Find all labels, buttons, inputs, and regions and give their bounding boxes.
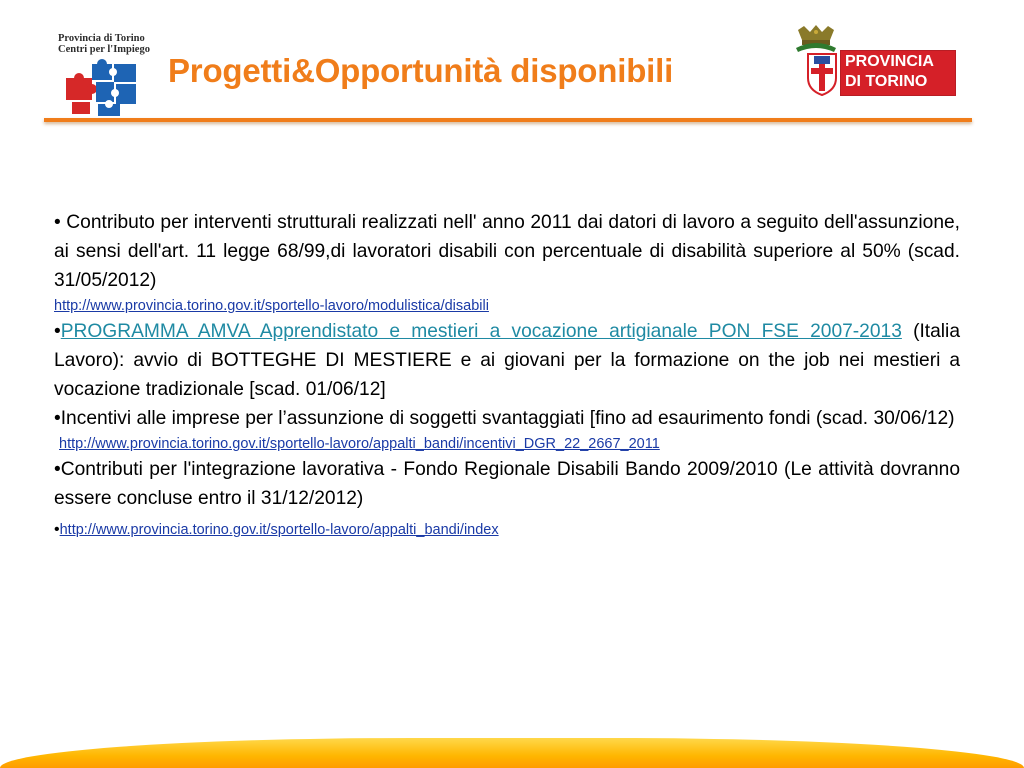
- org-name-line1: Provincia di Torino: [58, 33, 145, 44]
- header-divider: [44, 118, 972, 122]
- list-item-programma-amva: [54, 317, 960, 404]
- item-text: Contributo per interventi strutturali realizzati nell' anno 2011 dai datori di lavoro a seguito dell'assunzione, ai sensi dell'art. 11 legge 68/99,di lavoratori disabili con percentuale di disabilità superiore al 50% (scad. 31/05/2012): [54, 212, 960, 291]
- provincia-logo-line1: PROVINCIA: [845, 53, 934, 70]
- page-title: Progetti&Opportunità disponibili: [168, 52, 674, 89]
- item-text: (Italia Lavoro): avvio di BOTTEGHE DI MESTIERE e ai giovani per la formazione on the job nei mestieri a vocazione tradizionale [scad. 01/06/12]: [54, 321, 960, 400]
- org-name: [58, 33, 168, 55]
- provincia-logo-line2: DI TORINO: [845, 73, 928, 90]
- link-appalti-bandi-index[interactable]: http://www.provincia.torino.gov.it/sportello-lavoro/appalti_bandi/index: [59, 522, 499, 538]
- list-item-appalti-bandi: [54, 519, 960, 541]
- item-text: Contributi per l'integrazione lavorativa - Fondo Regionale Disabili Bando 2009/2010 (Le attività dovranno essere concluse entro il 31/12/2012): [54, 459, 960, 509]
- list-item-contributo-strutturali: [54, 208, 960, 295]
- shield-icon: [806, 52, 838, 96]
- bullet: •: [54, 408, 61, 429]
- item-text: Incentivi alle imprese per l’assunzione di soggetti svantaggiati [fino ad esaurimento fondi (scad. 30/06/12): [60, 408, 955, 429]
- list-item-incentivi: [54, 404, 960, 433]
- puzzle-logo-icon: [62, 58, 140, 116]
- content-area: [54, 208, 960, 541]
- link-modulistica-disabili[interactable]: http://www.provincia.torino.gov.it/sportello-lavoro/modulistica/disabili: [54, 298, 489, 314]
- org-name-line2: Centri per l'Impiego: [58, 44, 150, 55]
- list-item-fondo-disabili: [54, 455, 960, 513]
- link-programma-amva[interactable]: PROGRAMMA AMVA Apprendistato e mestieri a vocazione artigianale PON FSE 2007-2013: [60, 321, 902, 342]
- bullet: •: [54, 212, 61, 233]
- bullet: •: [54, 321, 61, 342]
- provincia-logo-box: [840, 50, 956, 96]
- bullet: •: [54, 459, 61, 480]
- footer-decoration: [0, 738, 1024, 768]
- link-line-disabili: [54, 295, 960, 317]
- provincia-di-torino-logo: [806, 50, 956, 100]
- link-incentivi-dgr[interactable]: http://www.provincia.torino.gov.it/sportello-lavoro/appalti_bandi/incentivi_DGR_22_2667_2011: [59, 436, 660, 452]
- bullet: •: [54, 521, 60, 538]
- link-line-incentivi: [54, 433, 960, 455]
